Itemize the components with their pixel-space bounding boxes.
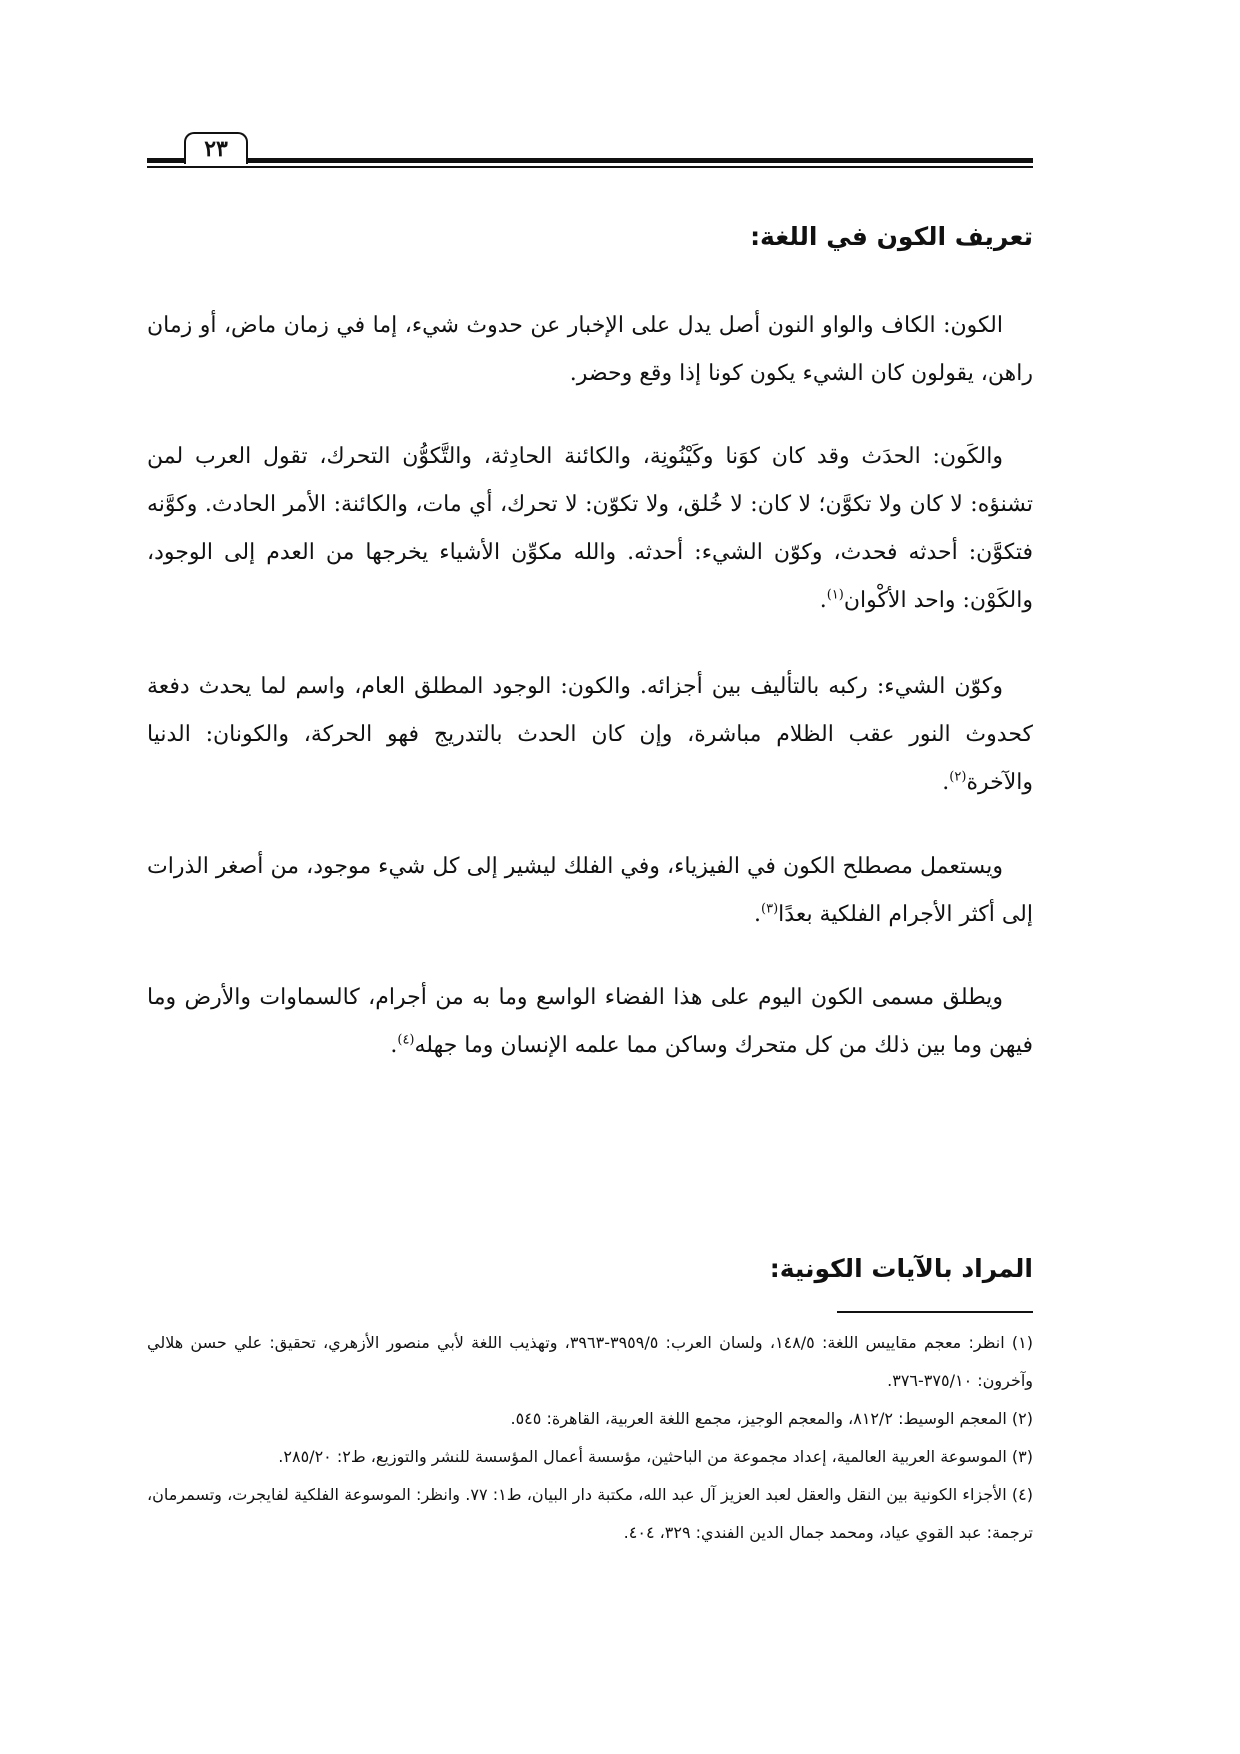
section-heading-cosmic-signs: المراد بالآيات الكونية: — [769, 1254, 1033, 1283]
footnotes — [147, 1324, 1033, 1552]
paragraph-3-end: . — [942, 770, 950, 795]
paragraph-5 — [147, 974, 1033, 1070]
paragraph-2-text: والكَون: الحدَث وقد كان كوَنا وكَيْنُونِة، والكائنة الحادِثة، والتَّكوُّن التحرك، تقول العرب لمن تشنؤه: لا كان ولا تكوَّن؛ لا كان: لا خُلق، ولا تكوّن: لا تحرك، أي مات، والكائنة: الأمر الحادث. وكوَّنه فتكوَّن: أحدثه فحدث، وكوّن الشيء: أحدثه. والله مكوِّن الأشياء يخرجها من العدم إلى الوجود، والكَوْن: واحد الأكْوان — [147, 444, 1033, 613]
footnote-2: (٢) المعجم الوسيط: ٨١٢/٢، والمعجم الوجيز، مجمع اللغة العربية، القاهرة: ٥٤٥. — [510, 1409, 1033, 1428]
paragraph-4-text: ويستعمل مصطلح الكون في الفيزياء، وفي الفلك ليشير إلى كل شيء موجود، من أصغر الذرات إلى أكثر الأجرام الفلكية بعدًا — [147, 854, 1033, 927]
footnote-separator — [837, 1311, 1033, 1313]
paragraph-2-end: . — [819, 588, 827, 613]
footnote-1: (١) انظر: معجم مقاييس اللغة: ١٤٨/٥، ولسان العرب: ٣٩٥٩/٥-٣٩٦٣، وتهذيب اللغة لأبي منصور الأزهري، تحقيق: علي حسن هلالي وآخرون: ٣٧٥/١٠-٣٧٦. — [147, 1333, 1034, 1390]
footnote-3: (٣) الموسوعة العربية العالمية، إعداد مجموعة من الباحثين، مؤسسة أعمال المؤسسة للنشر والتوزيع، ط٢: ٢٨٥/٢٠. — [278, 1447, 1033, 1466]
page-number: ٢٣ — [184, 132, 248, 164]
paragraph-3-text: وكوّن الشيء: ركبه بالتأليف بين أجزائه. والكون: الوجود المطلق العام، واسم لما يحدث دفعة كحدوث النور عقب الظلام مباشرة، وإن كان الحدث بالتدريج فهو الحركة، والكونان: الدنيا والآخرة — [147, 674, 1033, 795]
paragraph-3 — [147, 663, 1033, 807]
paragraph-4-end: . — [754, 902, 762, 927]
header-rule-thin — [147, 166, 1033, 168]
paragraph-5-end: . — [390, 1033, 398, 1058]
paragraph-5-text: ويطلق مسمى الكون اليوم على هذا الفضاء الواسع وما به من أجرام، كالسماوات والأرض وما فيهن وما بين ذلك من كل متحرك وساكن مما علمه الإنسان وما جهله — [147, 985, 1033, 1058]
footnote-ref-3[interactable]: (٣) — [761, 901, 779, 917]
footnote-ref-1[interactable]: (١) — [826, 587, 844, 603]
paragraph-1-text: الكون: الكاف والواو النون أصل يدل على الإخبار عن حدوث شيء، إما في زمان ماض، أو زمان راهن، يقولون كان الشيء يكون كونا إذا وقع وحضر. — [147, 313, 1033, 386]
header-rule — [147, 158, 1033, 163]
paragraph-2 — [147, 433, 1033, 625]
paragraph-1 — [147, 302, 1033, 398]
section-heading-universe-definition: تعريف الكون في اللغة: — [750, 222, 1033, 251]
footnote-4: (٤) الأجزاء الكونية بين النقل والعقل لعبد العزيز آل عبد الله، مكتبة دار البيان، ط١: ٧٧. وانظر: الموسوعة الفلكية لفايجرت، وتسمرمان، ترجمة: عبد القوي عياد، ومحمد جمال الدين الفندي: ٣٢٩، ٤٠٤. — [147, 1485, 1034, 1542]
footnote-ref-4[interactable]: (٤) — [397, 1032, 415, 1048]
paragraph-4 — [147, 843, 1033, 939]
footnote-ref-2[interactable]: (٢) — [949, 769, 967, 785]
